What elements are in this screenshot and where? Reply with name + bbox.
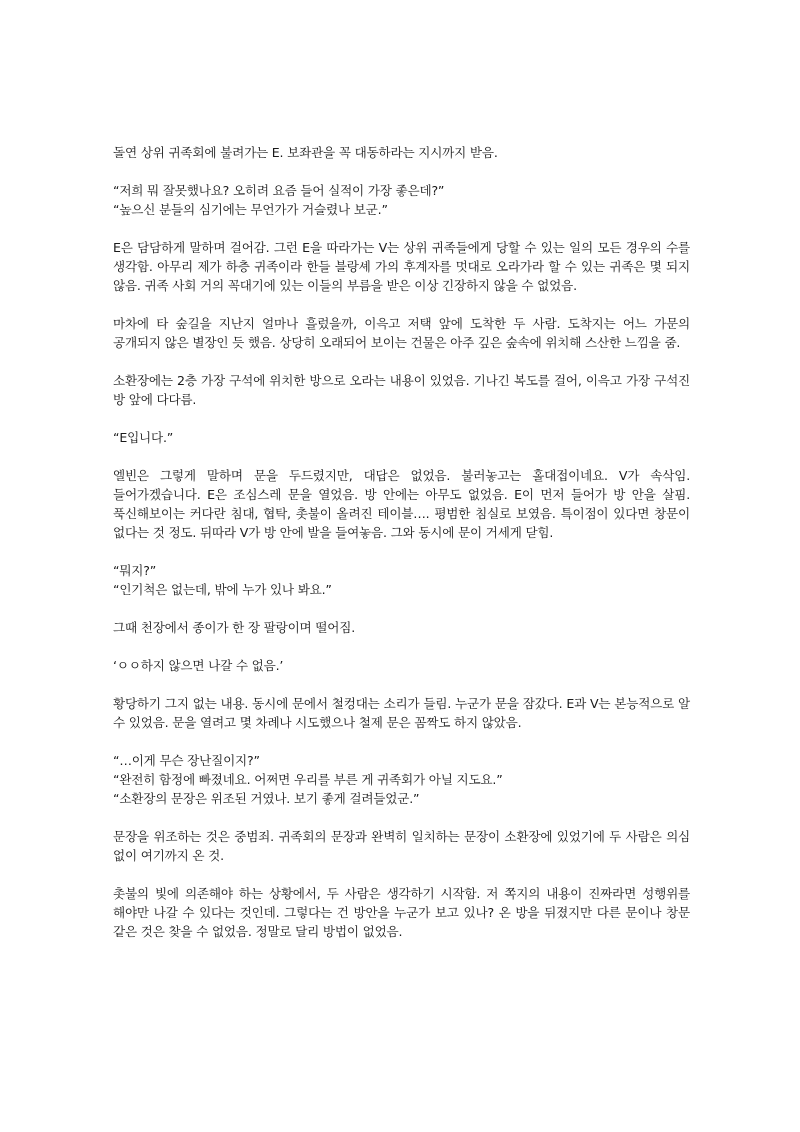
note-text: ‘ㅇㅇ하지 않으면 나갈 수 없음.’ bbox=[113, 658, 284, 673]
paragraph-hallway: 소환장에는 2층 가장 구석에 위치한 방으로 오라는 내용이 있었음. 기나긴 복도를 걸어, 이윽고 가장 구석진 방 앞에 다다름. bbox=[113, 373, 690, 407]
paragraph-paper: 그때 천장에서 종이가 한 장 팔랑이며 떨어짐. bbox=[113, 620, 356, 635]
dialogue-worry: “저희 뭐 잘못했나요? 오히려 요즘 들어 실적이 가장 좋은데?” “높으신 분들의 심기에는 무언가가 거슬렸나 보군.” bbox=[113, 183, 445, 217]
paragraph-room: 엘빈은 그렇게 말하며 문을 두드렸지만, 대답은 없었음. 불러놓고는 홀대접이네요. V가 속삭임. 들어가겠습니다. E은 조심스레 문을 열었음. 방 안에는 아무도 없었음. E이 먼저 들어가 방 안을 살핌. 푹신해보이는 커다란 침대, 협탁, 촛불이 올려진 테이블…. 평범한 침실로 보였음. 특이점이 있다면 창문이 없다는 것 정도. 뒤따라 V가 방 안에 발을 들여놓음. 그와 동시에 문이 거세게 닫힘. bbox=[113, 468, 690, 540]
dialogue-trap: “…이게 무슨 장난질이지?” “완전히 함정에 빠졌네요. 어쩌면 우리를 부른 게 귀족회가 아닐 지도요.” “소환장의 문장은 위조된 거였나. 보기 좋게 걸려들었군.” bbox=[113, 753, 503, 806]
dialogue-knock: “E입니다.” bbox=[113, 430, 174, 445]
paragraph-summons: 돌연 상위 귀족회에 불려가는 E. 보좌관을 꼭 대동하라는 지시까지 받음. bbox=[113, 145, 498, 160]
paragraph-carriage: 마차에 타 숲길을 지난지 얼마나 흘렀을까, 이윽고 저택 앞에 도착한 두 사람. 도착지는 어느 가문의 공개되지 않은 별장인 듯 했음. 상당히 오래되어 보이는 건물은 아주 깊은 숲속에 위치해 스산한 느낌을 줌. bbox=[113, 316, 690, 350]
paragraph-candlelight: 촛불의 빛에 의존해야 하는 상황에서, 두 사람은 생각하기 시작함. 저 쪽지의 내용이 진짜라면 성행위를 해야만 나갈 수 있다는 것인데. 그렇다는 건 방안을 누군가 보고 있나? 온 방을 뒤졌지만 다른 문이나 창문 같은 것은 찾을 수 없었음. 정말로 달리 방법이 없었음. bbox=[113, 886, 690, 939]
document-body bbox=[113, 143, 690, 941]
paragraph-tension: E은 담담하게 말하며 걸어감. 그런 E을 따라가는 V는 상위 귀족들에게 당할 수 있는 일의 모든 경우의 수를 생각함. 아무리 제가 하층 귀족이라 한들 블랑셰 가의 후계자를 멋대로 오라가라 할 수 있는 귀족은 몇 되지 않음. 귀족 사회 거의 꼭대기에 있는 이들의 부름을 받은 이상 긴장하지 않을 수 없었음. bbox=[113, 240, 690, 293]
paragraph-forgery: 문장을 위조하는 것은 중범죄. 귀족회의 문장과 완벽히 일치하는 문장이 소환장에 있었기에 두 사람은 의심 없이 여기까지 온 것. bbox=[113, 829, 690, 863]
paragraph-locked: 황당하기 그지 없는 내용. 동시에 문에서 철컹대는 소리가 들림. 누군가 문을 잠갔다. E과 V는 본능적으로 알 수 있었음. 문을 열려고 몇 차례나 시도했으나 철제 문은 꼼짝도 하지 않았음. bbox=[113, 696, 690, 730]
dialogue-what: “뭐지?” “인기척은 없는데, 밖에 누가 있나 봐요.” bbox=[113, 563, 332, 597]
